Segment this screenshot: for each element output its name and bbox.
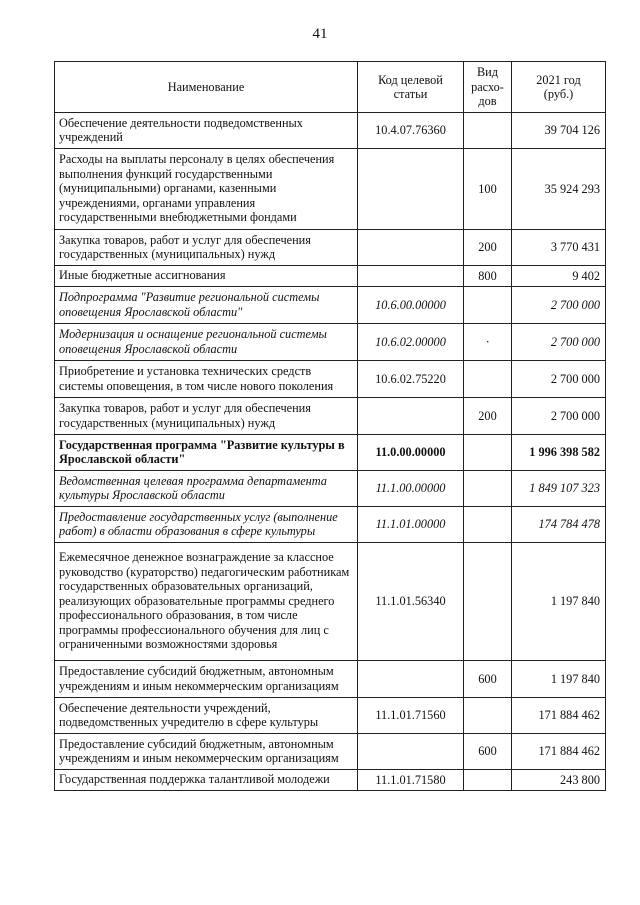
cell-name: Закупка товаров, работ и услуг для обеспечения государственных (муниципальных) нужд (55, 398, 358, 435)
cell-amount: 2 700 000 (512, 361, 606, 398)
cell-code: 11.1.01.00000 (358, 507, 464, 543)
cell-name: Подпрограмма "Развитие региональной системы оповещения Ярославской области" (55, 287, 358, 324)
cell-code: 10.4.07.76360 (358, 113, 464, 149)
cell-name: Обеспечение деятельности учреждений, подведомственных учредителю в сфере культуры (55, 698, 358, 734)
cell-name: Иные бюджетные ассигнования (55, 266, 358, 287)
table-row (55, 770, 606, 791)
cell-code: 11.1.01.71560 (358, 698, 464, 734)
cell-kind: 200 (464, 230, 512, 266)
cell-amount: 35 924 293 (512, 149, 606, 230)
table-row (55, 661, 606, 698)
cell-name: Ведомственная целевая программа департамента культуры Ярославской области (55, 471, 358, 507)
cell-kind (464, 770, 512, 791)
cell-amount: 1 197 840 (512, 543, 606, 661)
cell-amount: 171 884 462 (512, 734, 606, 770)
cell-code: 11.1.01.71580 (358, 770, 464, 791)
cell-name: Предоставление субсидий бюджетным, автономным учреждениям и иным некоммерческим организациям (55, 661, 358, 698)
cell-name: Обеспечение деятельности подведомственных учреждений (55, 113, 358, 149)
cell-kind: 600 (464, 661, 512, 698)
table-row (55, 543, 606, 661)
cell-name: Приобретение и установка технических средств системы оповещения, в том числе нового поколения (55, 361, 358, 398)
table-row (55, 113, 606, 149)
cell-code: 11.1.00.00000 (358, 471, 464, 507)
page-number: 41 (312, 26, 328, 42)
cell-kind (464, 471, 512, 507)
cell-amount: 2 700 000 (512, 324, 606, 361)
cell-kind (464, 543, 512, 661)
header-amount: 2021 год (руб.) (512, 62, 606, 113)
cell-kind: 100 (464, 149, 512, 230)
table-row (55, 698, 606, 734)
header-name: Наименование (55, 62, 358, 113)
table-row (55, 361, 606, 398)
table-body (55, 113, 606, 791)
cell-name: Предоставление государственных услуг (выполнение работ) в области образования в сфере культуры (55, 507, 358, 543)
budget-table (54, 61, 606, 791)
cell-code: 11.1.01.56340 (358, 543, 464, 661)
table-row (55, 324, 606, 361)
cell-amount: 2 700 000 (512, 398, 606, 435)
cell-amount: 9 402 (512, 266, 606, 287)
table-row (55, 287, 606, 324)
cell-kind (464, 287, 512, 324)
cell-code (358, 266, 464, 287)
table-row (55, 471, 606, 507)
cell-kind: · (464, 324, 512, 361)
cell-kind (464, 507, 512, 543)
table-row (55, 266, 606, 287)
cell-kind: 800 (464, 266, 512, 287)
cell-kind (464, 113, 512, 149)
cell-amount: 1 849 107 323 (512, 471, 606, 507)
table-row (55, 734, 606, 770)
cell-kind (464, 698, 512, 734)
cell-kind: 200 (464, 398, 512, 435)
cell-code (358, 149, 464, 230)
table-header-row (55, 62, 606, 113)
cell-code (358, 230, 464, 266)
cell-amount: 1 197 840 (512, 661, 606, 698)
cell-amount: 39 704 126 (512, 113, 606, 149)
cell-code: 10.6.00.00000 (358, 287, 464, 324)
table-row (55, 435, 606, 471)
cell-name: Предоставление субсидий бюджетным, автономным учреждениям и иным некоммерческим организациям (55, 734, 358, 770)
cell-name: Государственная поддержка талантливой молодежи (55, 770, 358, 791)
header-kind: Вид расхо-дов (464, 62, 512, 113)
cell-name: Ежемесячное денежное вознаграждение за классное руководство (кураторство) педагогическим работникам государственных образовательных организаций, реализующих образовательные программы среднего профессионального образования, в том числе программы профессионального обучения для лиц с ограниченными возможностями здоровья (55, 543, 358, 661)
cell-kind: 600 (464, 734, 512, 770)
cell-kind (464, 435, 512, 471)
cell-amount: 2 700 000 (512, 287, 606, 324)
cell-amount: 3 770 431 (512, 230, 606, 266)
cell-code: 11.0.00.00000 (358, 435, 464, 471)
cell-code (358, 734, 464, 770)
cell-kind (464, 361, 512, 398)
table-row (55, 230, 606, 266)
table-row (55, 398, 606, 435)
cell-code (358, 661, 464, 698)
cell-name: Государственная программа "Развитие культуры в Ярославской области" (55, 435, 358, 471)
table-row (55, 149, 606, 230)
cell-amount: 171 884 462 (512, 698, 606, 734)
cell-code (358, 398, 464, 435)
cell-code: 10.6.02.75220 (358, 361, 464, 398)
cell-name: Расходы на выплаты персоналу в целях обеспечения выполнения функций государственными (муниципальными) органами, казенными учреждениями, органами управления государственными внебюджетными фондами (55, 149, 358, 230)
cell-amount: 174 784 478 (512, 507, 606, 543)
cell-name: Закупка товаров, работ и услуг для обеспечения государственных (муниципальных) нужд (55, 230, 358, 266)
cell-name: Модернизация и оснащение региональной системы оповещения Ярославской области (55, 324, 358, 361)
header-code: Код целевой статьи (358, 62, 464, 113)
cell-amount: 1 996 398 582 (512, 435, 606, 471)
table-row (55, 507, 606, 543)
cell-code: 10.6.02.00000 (358, 324, 464, 361)
cell-amount: 243 800 (512, 770, 606, 791)
